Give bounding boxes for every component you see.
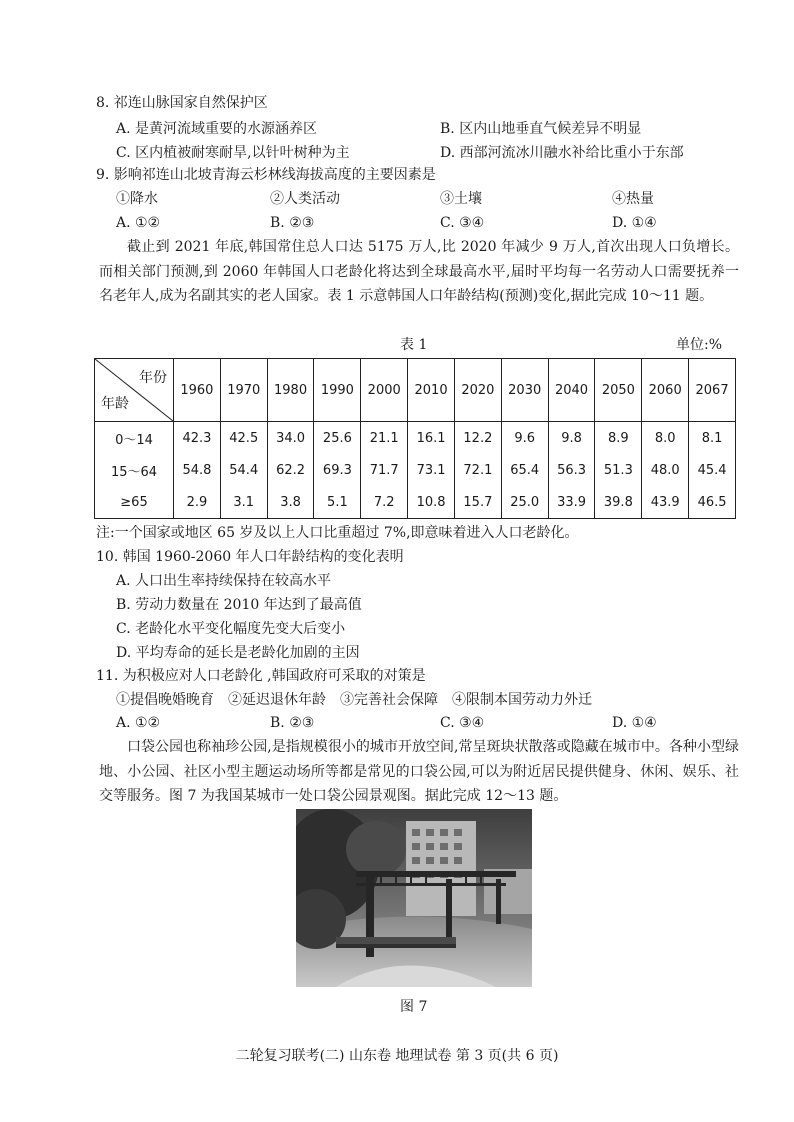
year-header-2010: 2010 <box>408 359 455 422</box>
table-cell: 39.8 <box>595 486 642 519</box>
q11-option-b: B. ②③ <box>270 715 315 731</box>
table-row <box>95 486 736 519</box>
table-cell: 46.5 <box>689 486 736 519</box>
table-cell: 65.4 <box>501 454 548 486</box>
year-header-1970: 1970 <box>220 359 267 422</box>
table-cell: 42.5 <box>220 422 267 455</box>
table-cell: 10.8 <box>408 486 455 519</box>
page-footer: 二轮复习联考(二) 山东卷 地理试卷 第 3 页(共 6 页) <box>235 1048 559 1064</box>
passage-1-text: 截止到 2021 年底,韩国常住总人口达 5175 万人,比 2020 年减少 9 万人,首次出现人口负增长。而相关部门预测,到 2060 年韩国人口老龄化将达到全球最高水平,届时平均每一名劳动人口需要抚养一名老年人,成为名副其实的老人国家。表 1 示意韩国人口年龄结构(预测)变化,据此完成 10～11 题。 <box>99 239 739 304</box>
q9-option-c: C. ③④ <box>440 215 485 231</box>
table-row <box>95 422 736 455</box>
corner-age-label: 年龄 <box>101 396 129 412</box>
q10-option-b: B. 劳动力数量在 2010 年达到了最高值 <box>116 597 362 613</box>
table-cell: 54.4 <box>220 454 267 486</box>
table-caption: 表 1 <box>400 337 428 353</box>
table-cell: 69.3 <box>314 454 361 486</box>
age-group-label: 15～64 <box>95 454 174 486</box>
table-unit: 单位:% <box>676 337 723 353</box>
table-note: 注:一个国家或地区 65 岁及以上人口比重超过 7%,即意味着进入人口老龄化。 <box>96 525 579 541</box>
q8-option-c: C. 区内植被耐寒耐旱,以针叶树种为主 <box>116 145 350 161</box>
table-cell: 5.1 <box>314 486 361 519</box>
q9-factor-1: ①降水 <box>116 191 158 207</box>
year-header-2060: 2060 <box>642 359 689 422</box>
table-cell: 2.9 <box>174 486 221 519</box>
table-cell: 33.9 <box>548 486 595 519</box>
year-header-2030: 2030 <box>501 359 548 422</box>
table-cell: 43.9 <box>642 486 689 519</box>
age-group-label: ≥65 <box>95 486 174 519</box>
table-row <box>95 454 736 486</box>
passage-2-text: 口袋公园也称袖珍公园,是指规模很小的城市开放空间,常呈斑块状散落或隐藏在城市中。各种小型绿地、小公园、社区小型主题运动场所等都是常见的口袋公园,可以为附近居民提供健身、休闲、娱乐、社交等服务。图 7 为我国某城市一处口袋公园景观图。据此完成 12～13 题。 <box>99 739 739 804</box>
table-cell: 3.1 <box>220 486 267 519</box>
table-cell: 48.0 <box>642 454 689 486</box>
table-cell: 8.9 <box>595 422 642 455</box>
figure-caption: 图 7 <box>400 999 428 1015</box>
q11-measures: ①提倡晚婚晚育 ②延迟退休年龄 ③完善社会保障 ④限制本国劳动力外迁 <box>116 692 592 708</box>
table-header-row <box>95 359 736 422</box>
q9-factor-3: ③土壤 <box>440 191 482 207</box>
table-cell: 56.3 <box>548 454 595 486</box>
table-cell: 12.2 <box>454 422 501 455</box>
table-cell: 51.3 <box>595 454 642 486</box>
q10-option-a: A. 人口出生率持续保持在较高水平 <box>116 573 332 589</box>
corner-year-label: 年份 <box>139 370 167 386</box>
table-cell: 72.1 <box>454 454 501 486</box>
q9-factor-2: ②人类活动 <box>270 191 340 207</box>
pocket-park-illustration <box>296 809 532 987</box>
table-cell: 25.0 <box>501 486 548 519</box>
q11-option-a: A. ①② <box>116 715 161 731</box>
year-header-2067: 2067 <box>689 359 736 422</box>
table-cell: 9.8 <box>548 422 595 455</box>
table-cell: 8.1 <box>689 422 736 455</box>
table-cell: 15.7 <box>454 486 501 519</box>
q9-option-b: B. ②③ <box>270 215 315 231</box>
passage-korea-population <box>99 235 739 309</box>
q8-stem: 8. 祁连山脉国家自然保护区 <box>96 95 268 111</box>
table-cell: 21.1 <box>361 422 408 455</box>
q8-option-a: A. 是黄河流域重要的水源涵养区 <box>116 121 318 137</box>
table-corner-cell <box>95 359 174 422</box>
table-cell: 34.0 <box>267 422 314 455</box>
q9-factor-4: ④热量 <box>612 191 654 207</box>
table-cell: 25.6 <box>314 422 361 455</box>
year-header-1980: 1980 <box>267 359 314 422</box>
table-cell: 62.2 <box>267 454 314 486</box>
q10-stem: 10. 韩国 1960-2060 年人口年龄结构的变化表明 <box>96 549 404 565</box>
q11-option-d: D. ①④ <box>612 715 657 731</box>
pocket-park-photo <box>296 809 532 987</box>
q10-option-c: C. 老龄化水平变化幅度先变大后变小 <box>116 621 346 637</box>
year-header-2040: 2040 <box>548 359 595 422</box>
table-cell: 3.8 <box>267 486 314 519</box>
age-group-label: 0～14 <box>95 422 174 455</box>
q10-option-d: D. 平均寿命的延长是老龄化加剧的主因 <box>116 645 360 661</box>
table-cell: 42.3 <box>174 422 221 455</box>
passage-pocket-park <box>99 735 739 809</box>
year-header-1990: 1990 <box>314 359 361 422</box>
table-cell: 16.1 <box>408 422 455 455</box>
table-cell: 73.1 <box>408 454 455 486</box>
q11-option-c: C. ③④ <box>440 715 485 731</box>
year-header-2000: 2000 <box>361 359 408 422</box>
q9-option-d: D. ①④ <box>612 215 657 231</box>
table-cell: 71.7 <box>361 454 408 486</box>
table-cell: 7.2 <box>361 486 408 519</box>
table-cell: 9.6 <box>501 422 548 455</box>
table-body <box>95 422 736 519</box>
q9-stem: 9. 影响祁连山北坡青海云杉林线海拔高度的主要因素是 <box>96 167 436 183</box>
q9-option-a: A. ①② <box>116 215 161 231</box>
table-cell: 8.0 <box>642 422 689 455</box>
age-structure-table <box>94 358 736 519</box>
table-cell: 54.8 <box>174 454 221 486</box>
year-header-2020: 2020 <box>454 359 501 422</box>
year-header-1960: 1960 <box>174 359 221 422</box>
q8-option-b: B. 区内山地垂直气候差异不明显 <box>440 121 642 137</box>
year-header-2050: 2050 <box>595 359 642 422</box>
q11-stem: 11. 为积极应对人口老龄化 ,韩国政府可采取的对策是 <box>96 668 426 684</box>
table-cell: 45.4 <box>689 454 736 486</box>
q8-option-d: D. 西部河流冰川融水补给比重小于东部 <box>440 145 684 161</box>
